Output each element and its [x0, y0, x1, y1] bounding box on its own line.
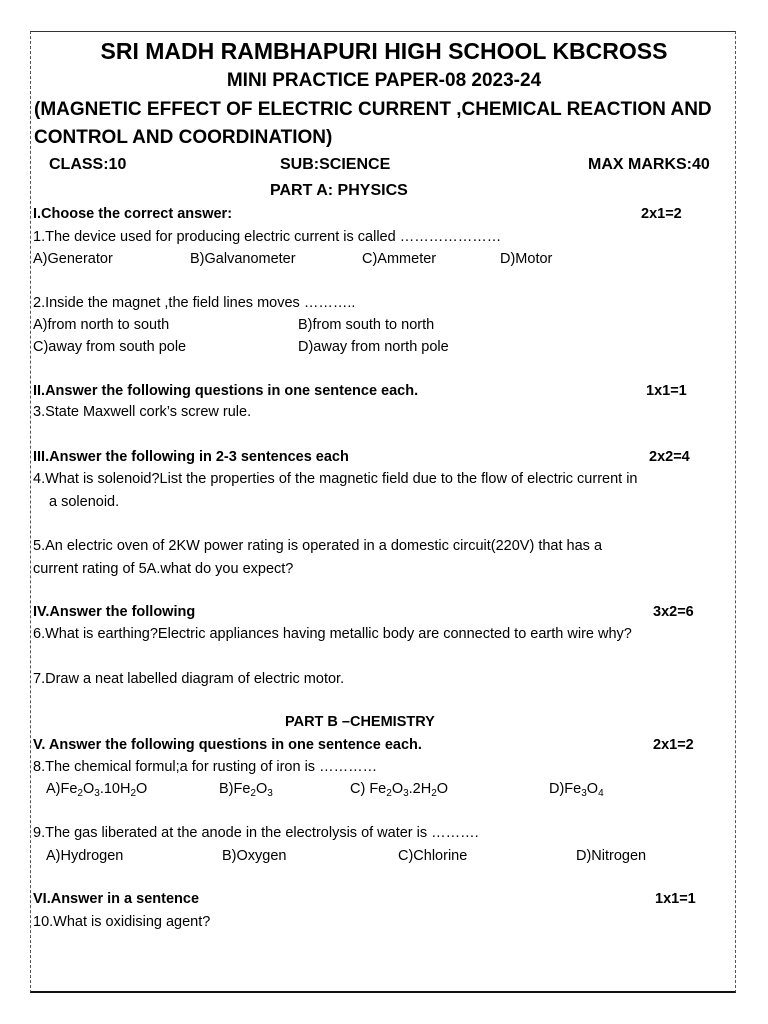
question-5-line-2: current rating of 5A.what do you expect? — [33, 561, 294, 577]
section-2-marks: 1x1=1 — [646, 383, 687, 399]
q1-option-a: A)Generator — [33, 251, 113, 267]
section-4-heading: IV.Answer the following — [33, 604, 196, 620]
q8-option-c: C) $Fe_2O_3.2H_2O$ — [350, 781, 449, 799]
question-3: 3.State Maxwell cork’s screw rule. — [33, 404, 252, 420]
class-label: CLASS:10 — [49, 156, 127, 173]
question-7: 7.Draw a neat labelled diagram of electric motor. — [33, 671, 345, 687]
section-5-heading: V. Answer the following questions in one sentence each. — [33, 737, 422, 753]
question-9: 9.The gas liberated at the anode in the electrolysis of water is ………. — [33, 825, 479, 841]
question-5-line-1: 5.An electric oven of 2KW power rating is operated in a domestic circuit(220V) that has a — [33, 538, 603, 554]
question-4-line-1: 4.What is solenoid?List the properties of the magnetic field due to the flow of electric current in — [33, 471, 638, 487]
section-3-marks: 2x2=4 — [649, 449, 690, 465]
part-a-title: PART A: PHYSICS — [270, 182, 408, 199]
q9-option-c: C)Chlorine — [398, 848, 468, 864]
section-5-marks: 2x1=2 — [653, 737, 694, 753]
q2-option-c: C)away from south pole — [33, 339, 187, 355]
q2-option-a: A)from north to south — [33, 317, 170, 333]
question-1: 1.The device used for producing electric current is called ………………… — [33, 229, 502, 245]
topics-line-1: (MAGNETIC EFFECT OF ELECTRIC CURRENT ,CHEMICAL REACTION AND — [34, 99, 712, 120]
q2-option-b: B)from south to north — [298, 317, 435, 333]
question-2: 2.Inside the magnet ,the field lines moves ……….. — [33, 295, 356, 311]
question-4-line-2: a solenoid. — [49, 494, 120, 510]
section-2-heading: II.Answer the following questions in one sentence each. — [33, 383, 419, 399]
q8-option-b: $B)Fe_2O_3$ — [219, 781, 273, 799]
q8-option-d: $D)Fe_3O_4$ — [549, 781, 604, 799]
section-3-heading: III.Answer the following in 2-3 sentences each — [33, 449, 349, 465]
q1-option-d: D)Motor — [500, 251, 553, 267]
subject-label: SUB:SCIENCE — [280, 156, 391, 173]
q2-option-d: D)away from north pole — [298, 339, 449, 355]
q8-option-a: $A)Fe_2O_3.10H_2O$ — [46, 781, 148, 799]
question-6: 6.What is earthing?Electric appliances having metallic body are connected to earth wire why? — [33, 626, 632, 642]
q9-option-b: B)Oxygen — [222, 848, 287, 864]
part-b-title: PART B –CHEMISTRY — [285, 714, 435, 730]
school-name: SRI MADH RAMBHAPURI HIGH SCHOOL KBCROSS — [100, 38, 668, 64]
q1-option-b: B)Galvanometer — [190, 251, 296, 267]
section-1-marks: 2x1=2 — [641, 206, 682, 222]
section-6-marks: 1x1=1 — [655, 891, 696, 907]
q1-option-c: C)Ammeter — [362, 251, 437, 267]
question-8: 8.The chemical formul;a for rusting of iron is ………… — [33, 759, 378, 775]
topics-line-2: CONTROL AND COORDINATION) — [34, 127, 333, 148]
q9-option-d: D)Nitrogen — [576, 848, 647, 864]
q9-option-a: A)Hydrogen — [46, 848, 124, 864]
question-10: 10.What is oxidising agent? — [33, 914, 211, 930]
section-1-heading: I.Choose the correct answer: — [33, 206, 233, 222]
section-4-marks: 3x2=6 — [653, 604, 694, 620]
max-marks-label: MAX MARKS:40 — [588, 156, 710, 173]
section-6-heading: VI.Answer in a sentence — [33, 891, 200, 907]
paper-title: MINI PRACTICE PAPER-08 2023-24 — [226, 70, 542, 91]
